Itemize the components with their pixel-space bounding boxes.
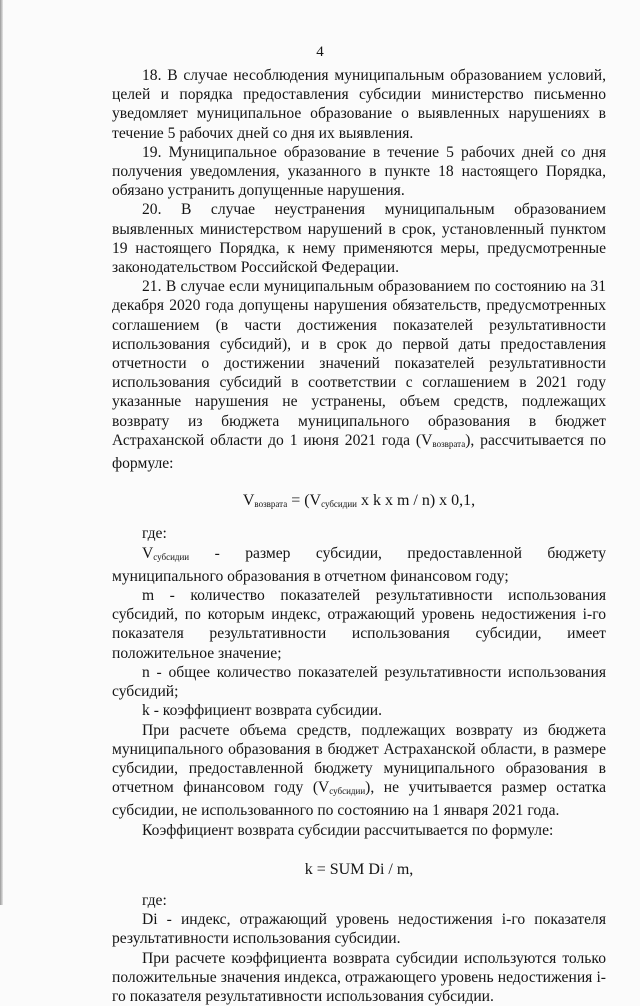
- definition-n: n - общее количество показателей результативности использования субсидий;: [112, 663, 606, 701]
- definition-k: k - коэффициент возврата субсидии.: [142, 702, 383, 720]
- document-body: [112, 66, 606, 1006]
- formula-coefficient: k = SUM Di / m,: [304, 860, 414, 878]
- paragraph-final: При расчете коэффициента возврата субсидии используются только положительные значения индекса, отражающего уровень недостижения i-го показателя результативности использования субсидии.: [112, 949, 606, 1005]
- page-number: 4: [316, 44, 324, 60]
- definition-v-subsidy: $V_{субсидии}$ - размер субсидии, предоставленной бюджету муниципального образования в отчетном финансовом году;: [112, 544, 606, 585]
- definition-di: Di - индекс, отражающий уровень недостижения i-го показателя результативности использования субсидии.: [112, 911, 606, 948]
- paragraph-calculation: При расчете объема средств, подлежащих возврату из бюджета муниципального образования в бюджет Астраханской области, в размере субсидии, предоставленной бюджету муниципального образования в отчетном финансовом году $(V_{субсидии})$, не учитывается размер остатка субсидии, не использованного по состоянию на 1 января 2021 года.: [112, 721, 606, 820]
- paragraph-18: 18. В случае несоблюдения муниципальным образованием условий, целей и порядка предоставления субсидии министерство письменно уведомляет муниципальное образование о выявленных нарушениях в течение 5 рабочих дней со дня их выявления.: [112, 67, 606, 142]
- scan-edge: [0, 0, 3, 905]
- formula-return-volume: $V_{возврата} = (V_{субсидии}$ x k x m / n) x 0,1,: [242, 492, 476, 510]
- paragraph-21: 21. В случае если муниципальным образованием по состоянию на 31 декабря 2020 года допущены нарушения обязательств, предусмотренных соглашением (в части достижения показателей результативности использования субсидий), и в срок до первой даты предоставления отчетности о достижении значений показателей результативности использования субсидий в соответствии с соглашением в 2021 году указанные нарушения не устранены, объем средств, подлежащих возврату из бюджета муниципального образования в бюджет Астраханской области до 1 июня 2021 года $(V_{возврата})$, рассчитывается по формуле:: [112, 278, 607, 473]
- where-label-2: где:: [142, 891, 167, 909]
- paragraph-20: 20. В случае неустранения муниципальным образованием выявленных министерством нарушений в срок, установленный пунктом 19 настоящего Порядка, к нему применяются меры, предусмотренные законодательством Российской Федерации.: [112, 201, 606, 277]
- paragraph-19: 19. Муниципальное образование в течение 5 рабочих дней со дня получения уведомления, указанного в пункте 18 настоящего Порядка, обязано устранить допущенные нарушения.: [112, 143, 606, 200]
- coefficient-intro: Коэффициент возврата субсидии рассчитывается по формуле:: [142, 821, 554, 839]
- where-label: где:: [142, 525, 167, 543]
- definition-m: m - количество показателей результативности использования субсидий, по которым индекс, отражающий уровень недостижения i-го показателя результативности использования субсидии, имеет положительное значение;: [112, 587, 606, 662]
